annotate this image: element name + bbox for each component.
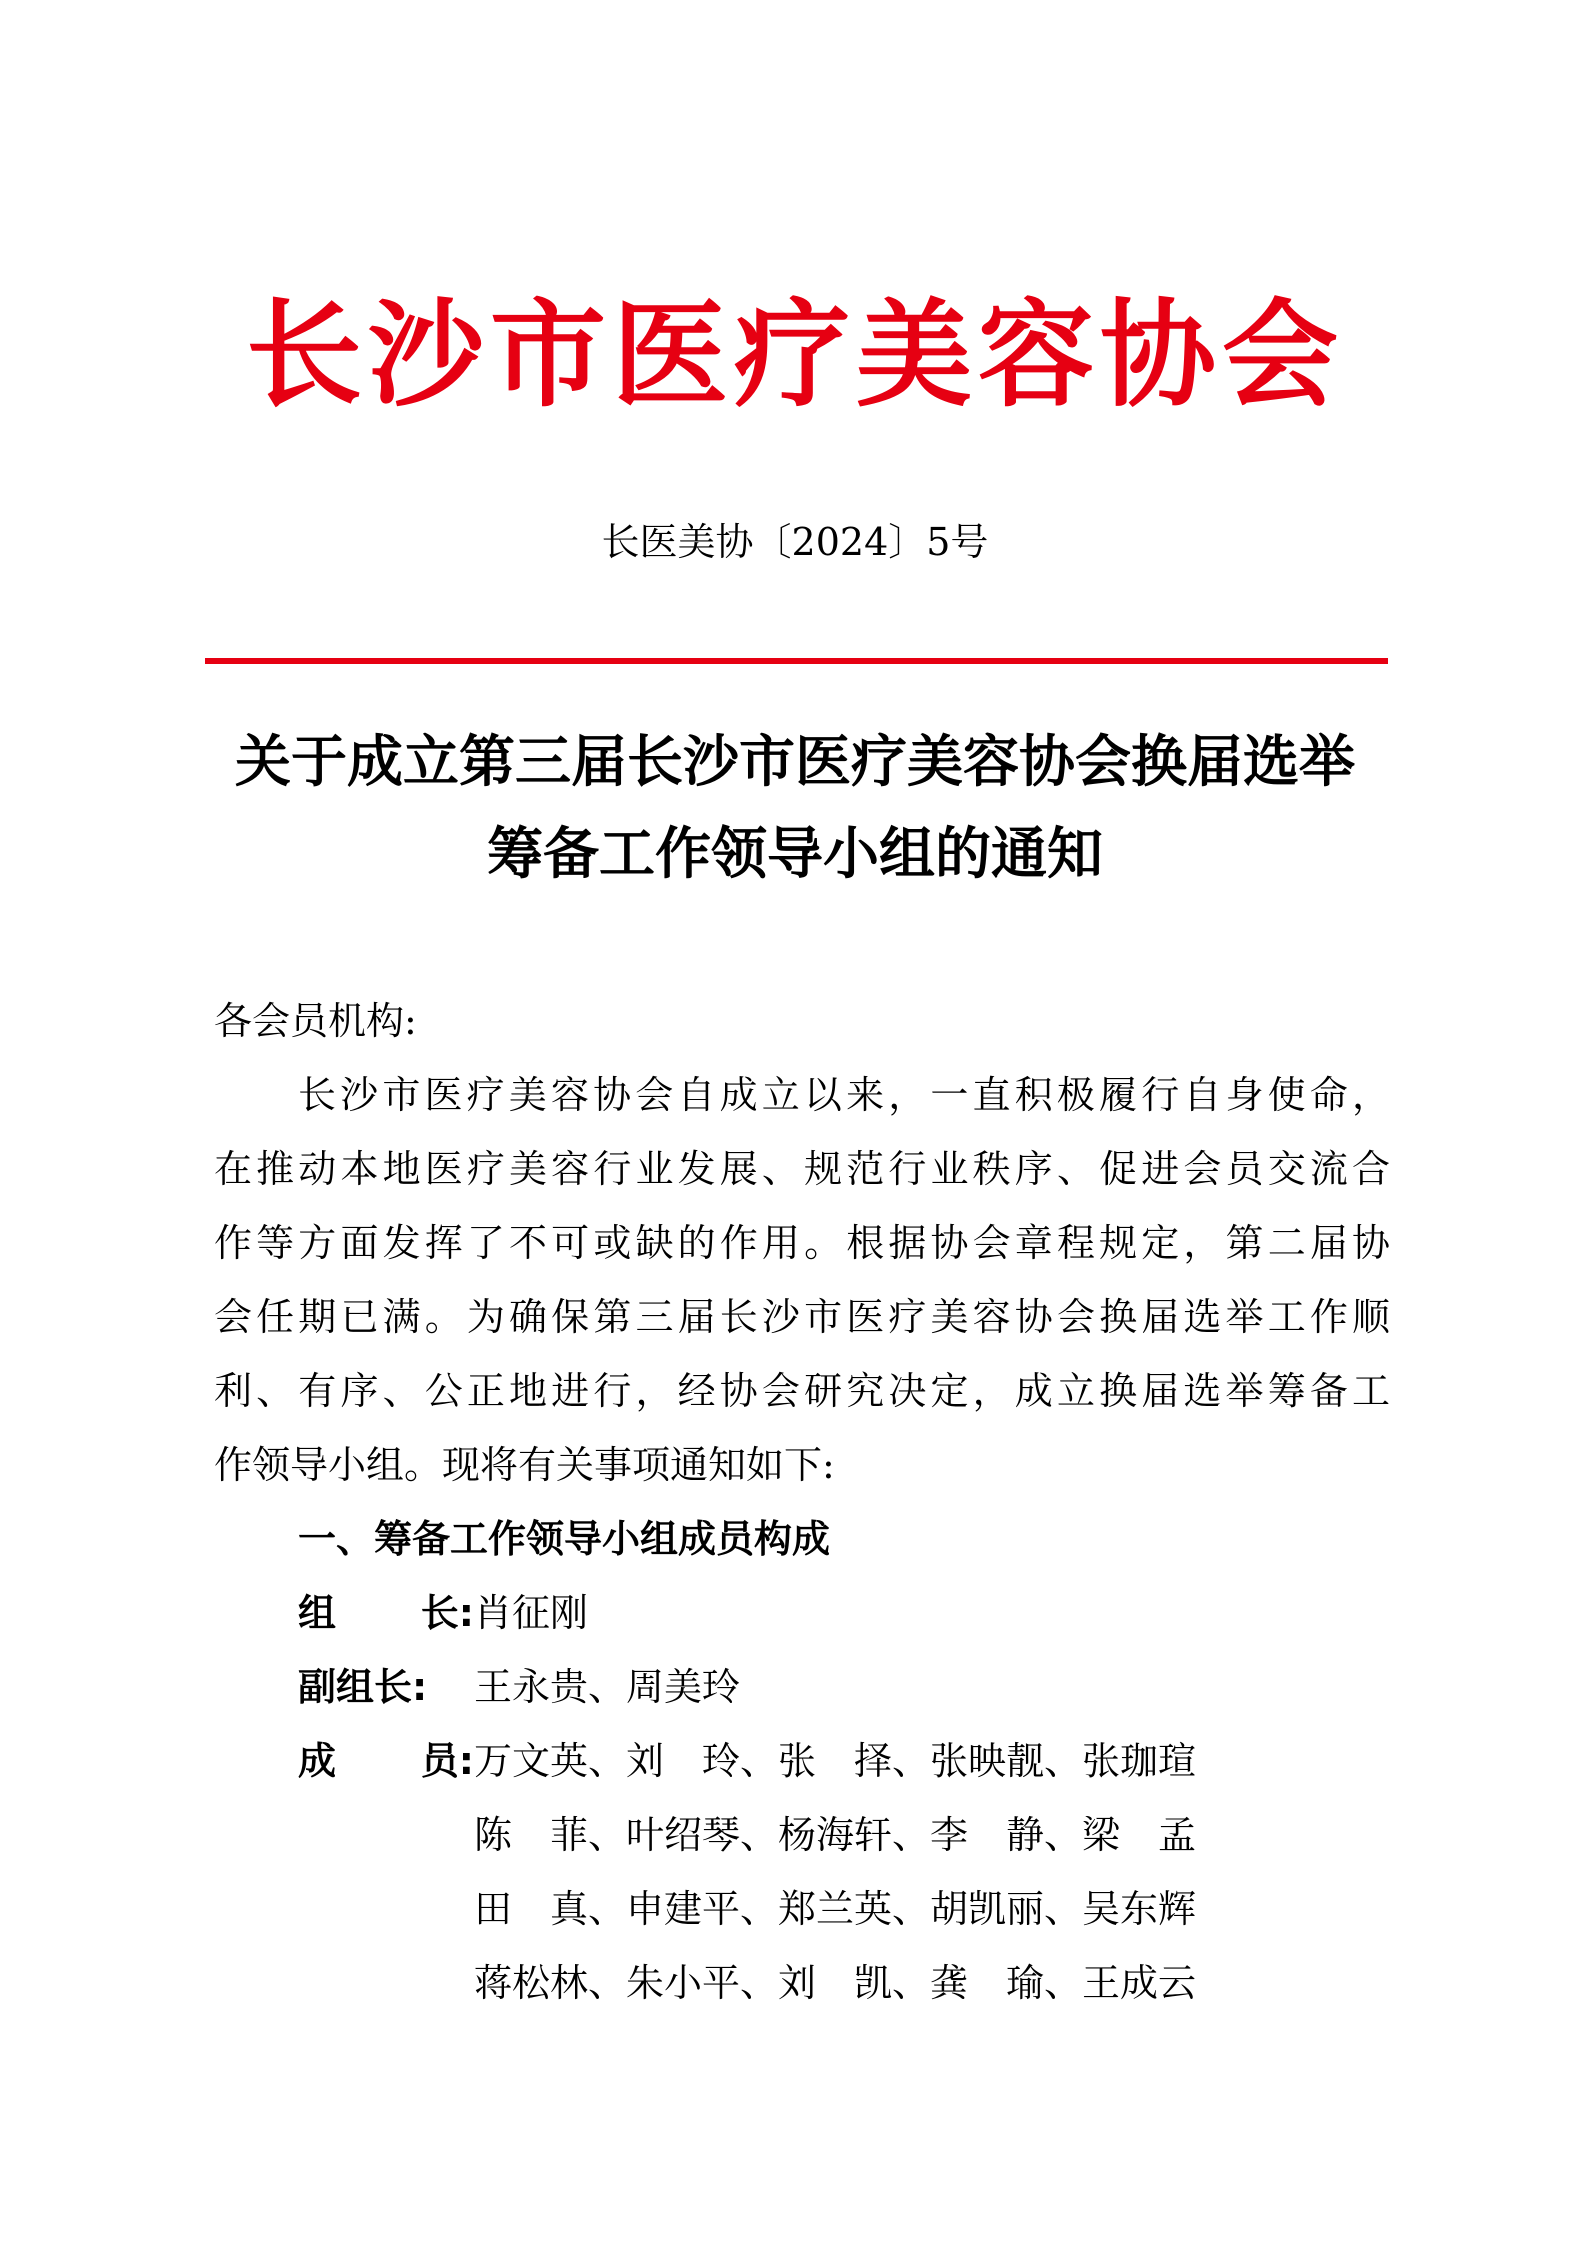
paragraph-line: 在推动本地医疗美容行业发展、规范行业秩序、促进会员交流合 [214, 1147, 1390, 1191]
document-number: 长医美协〔2024〕5号 [601, 520, 989, 564]
paragraph-line: 利、有序、公正地进行，经协会研究决定，成立换届选举筹备工 [214, 1369, 1390, 1413]
members-label [298, 1724, 474, 1798]
members-label-part: 员: [420, 1739, 474, 1783]
deputy-leader-label [298, 1650, 474, 1724]
paragraph-line: 会任期已满。为确保第三届长沙市医疗美容协会换届选举工作顺 [214, 1295, 1390, 1339]
members-label-part: 成 [298, 1739, 337, 1783]
notice-body [214, 984, 1390, 2020]
paragraph-line: 长沙市医疗美容协会自成立以来，一直积极履行自身使命， [298, 1073, 1390, 1117]
paragraph-line: 作领导小组。现将有关事项通知如下: [214, 1443, 835, 1487]
notice-title [200, 716, 1390, 900]
deputy-leader-row [214, 1650, 1390, 1724]
group-leader-label-part: 长: [420, 1591, 474, 1635]
salutation: 各会员机构: [214, 999, 417, 1043]
intro-paragraph [214, 1058, 1390, 1502]
members-row [214, 1724, 1390, 1798]
group-leader-name: 肖征刚 [474, 1591, 589, 1635]
group-leader-row [214, 1576, 1390, 1650]
notice-title-line-1: 关于成立第三届长沙市医疗美容协会换届选举 [235, 729, 1355, 795]
deputy-leader-names: 王永贵、周美玲 [474, 1665, 741, 1709]
group-leader-label [298, 1576, 474, 1650]
deputy-leader-label-text: 副组长: [298, 1665, 428, 1709]
member-line: 陈 菲、叶绍琴、杨海轩、李 静、梁 孟 [474, 1813, 1197, 1857]
organization-masthead: 长沙市医疗美容协会 [246, 287, 1344, 423]
member-line: 万文英、刘 玲、张 择、张映靓、张珈瑄 [474, 1739, 1197, 1783]
notice-title-line-2: 筹备工作领导小组的通知 [487, 821, 1103, 887]
members-block [214, 1724, 1390, 2020]
section-heading: 一、筹备工作领导小组成员构成 [298, 1517, 831, 1561]
member-line: 蒋松林、朱小平、刘 凯、龚 瑜、王成云 [474, 1961, 1197, 2005]
member-line: 田 真、申建平、郑兰英、胡凯丽、吴东辉 [474, 1887, 1197, 1931]
group-leader-label-part: 组 [298, 1591, 337, 1635]
red-divider-rule [205, 658, 1388, 664]
paragraph-line: 作等方面发挥了不可或缺的作用。根据协会章程规定，第二届协 [214, 1221, 1390, 1265]
